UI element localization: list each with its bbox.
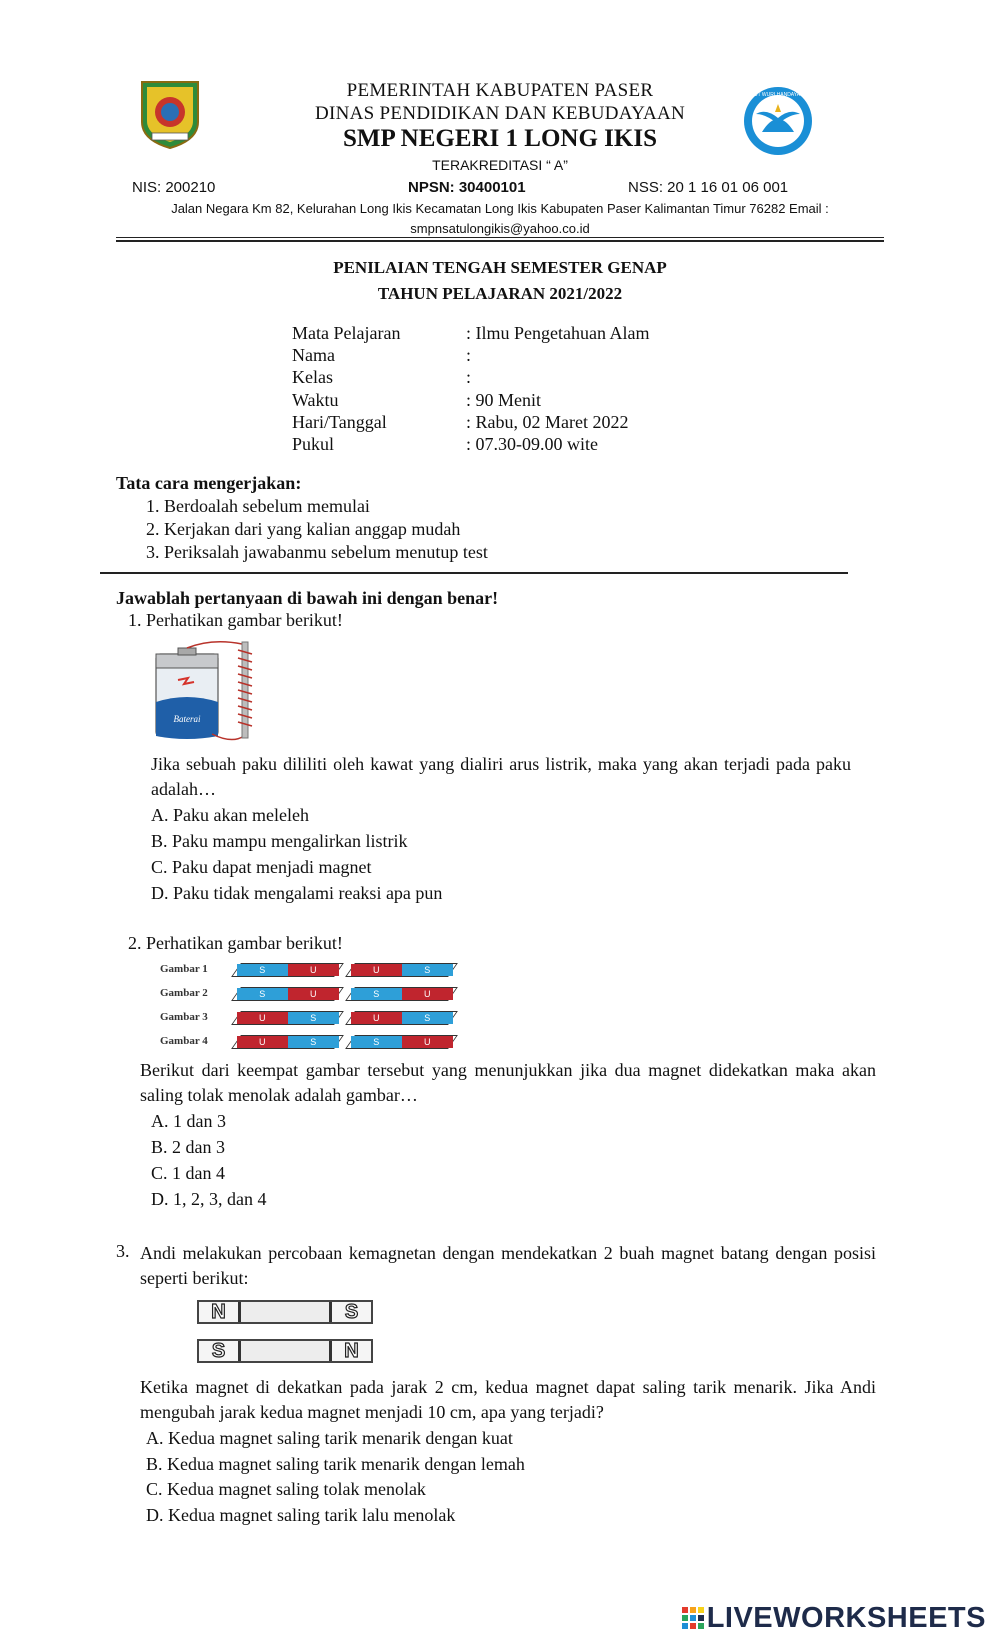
magnet-pole-n: N: [199, 1302, 241, 1322]
q2-figure-label: Gambar 3: [160, 1011, 208, 1023]
exam-title: PENILAIAN TENGAH SEMESTER GENAP: [333, 258, 667, 277]
magnet-pole: S: [402, 964, 453, 976]
q2-fig3-left-magnet: [231, 1011, 344, 1025]
magnet-pole-s: S: [329, 1302, 371, 1322]
magnet-pole: U: [237, 1036, 288, 1048]
magnet-pole: U: [288, 964, 339, 976]
q2-option-c[interactable]: C. 1 dan 4: [151, 1163, 225, 1183]
department-heading: DINAS PENDIDIKAN DAN KEBUDAYAAN: [314, 103, 686, 124]
q2-fig4-left-magnet: [231, 1035, 344, 1049]
liveworksheets-watermark: [681, 1602, 986, 1635]
q2-text: Berikut dari keempat gambar tersebut yang menunjukkan jika dua magnet didekatkan maka akan saling tolak menolak adalah gambar…: [140, 1060, 876, 1105]
q2-figure-label: Gambar 1: [160, 963, 208, 975]
liveworksheets-logo-icon: [681, 1606, 705, 1630]
magnet-pole: U: [288, 988, 339, 1000]
magnet-pole: U: [402, 1036, 453, 1048]
q2-fig1-left-magnet: [231, 963, 344, 977]
magnet-pole: U: [237, 1012, 288, 1024]
q1-option-b[interactable]: B. Paku mampu mengalirkan listrik: [151, 831, 408, 851]
q1-text: Jika sebuah paku dililiti oleh kawat yang dialiri arus listrik, maka yang akan terjadi pada paku adalah…: [151, 754, 851, 799]
meta-label: Mata Pelajaran: [292, 323, 401, 343]
svg-text:TUT WURI HANDAYANI: TUT WURI HANDAYANI: [750, 92, 806, 98]
magnet-pole: S: [351, 1036, 402, 1048]
q3-option-a[interactable]: A. Kedua magnet saling tarik menarik dengan kuat: [146, 1428, 513, 1448]
q2-figure-label: Gambar 4: [160, 1035, 208, 1047]
battery-label: Baterai: [173, 714, 201, 724]
q2-fig2-left-magnet: [231, 987, 344, 1001]
q2-fig1-right-magnet: [345, 963, 458, 977]
npsn: NPSN: 30400101: [408, 179, 526, 196]
q2-option-d[interactable]: D. 1, 2, 3, dan 4: [151, 1189, 267, 1209]
meta-label: Pukul: [292, 434, 335, 454]
instruction-item: 3. Periksalah jawabanmu sebelum menutup test: [146, 542, 488, 562]
header-rule-bottom: [116, 240, 884, 242]
magnet-pole: S: [351, 988, 402, 1000]
header-rule-top: [116, 237, 884, 238]
magnet-pole-n: N: [329, 1341, 371, 1361]
meta-label: Kelas: [292, 367, 333, 387]
meta-label: Waktu: [292, 390, 339, 410]
meta-value: :: [466, 345, 472, 365]
accreditation: TERAKREDITASI “ A”: [432, 157, 568, 173]
magnet-pole: U: [351, 1012, 402, 1024]
q3-magnet-bottom: [197, 1339, 373, 1363]
magnet-pole: S: [288, 1012, 339, 1024]
meta-value: : 90 Menit: [466, 390, 541, 410]
q2-prompt: 2. Perhatikan gambar berikut!: [128, 933, 343, 953]
q3-option-d[interactable]: D. Kedua magnet saling tarik lalu menolak: [146, 1505, 456, 1525]
q3-magnet-top: [197, 1300, 373, 1324]
q2-option-b[interactable]: B. 2 dan 3: [151, 1137, 225, 1157]
school-name: SMP NEGERI 1 LONG IKIS: [343, 125, 657, 152]
email: smpnsatulongikis@yahoo.co.id: [410, 221, 590, 236]
battery-with-nail-icon: [152, 640, 264, 744]
nis: NIS: 200210: [132, 179, 216, 196]
q1-option-c[interactable]: C. Paku dapat menjadi magnet: [151, 857, 372, 877]
q1-battery-figure: [152, 640, 264, 744]
q1-option-d[interactable]: D. Paku tidak mengalami reaksi apa pun: [151, 883, 443, 903]
instruction-item: 2. Kerjakan dari yang kalian anggap mudah: [146, 519, 461, 539]
magnet-pole: S: [237, 988, 288, 1000]
exam-year: TAHUN PELAJARAN 2021/2022: [377, 284, 623, 303]
meta-label: Hari/Tanggal: [292, 412, 387, 432]
nss: NSS: 20 1 16 01 06 001: [628, 179, 789, 196]
q3-option-b[interactable]: B. Kedua magnet saling tarik menarik dengan lemah: [146, 1454, 525, 1474]
magnet-pole-s: S: [199, 1341, 241, 1361]
questions-heading: Jawablah pertanyaan di bawah ini dengan benar!: [116, 588, 499, 608]
q3-text: Andi melakukan percobaan kemagnetan dengan mendekatkan 2 buah magnet batang dengan posisi seperti berikut:: [140, 1243, 876, 1288]
instructions-heading: Tata cara mengerjakan:: [116, 473, 302, 493]
magnet-pole: U: [402, 988, 453, 1000]
q1-prompt: 1. Perhatikan gambar berikut!: [128, 610, 343, 630]
meta-label: Nama: [292, 345, 335, 365]
meta-value: : Ilmu Pengetahuan Alam: [466, 323, 650, 343]
magnet-pole: U: [351, 964, 402, 976]
q2-fig3-right-magnet: [345, 1011, 458, 1025]
q2-fig4-right-magnet: [345, 1035, 458, 1049]
meta-value: :: [466, 367, 472, 387]
q2-fig2-right-magnet: [345, 987, 458, 1001]
meta-value: : Rabu, 02 Maret 2022: [466, 412, 629, 432]
q3-option-c[interactable]: C. Kedua magnet saling tolak menolak: [146, 1479, 426, 1499]
meta-value: : 07.30-09.00 wite: [466, 434, 598, 454]
government-heading: PEMERINTAH KABUPATEN PASER: [346, 80, 654, 101]
q2-figure-label: Gambar 2: [160, 987, 208, 999]
magnet-pole: S: [237, 964, 288, 976]
address: Jalan Negara Km 82, Kelurahan Long Ikis Kecamatan Long Ikis Kabupaten Paser Kalimantan Timur 76282 Email :: [171, 201, 829, 216]
section-divider: [100, 572, 848, 574]
q3-number: 3.: [116, 1241, 130, 1261]
q1-option-a[interactable]: A. Paku akan meleleh: [151, 805, 309, 825]
instruction-item: 1. Berdoalah sebelum memulai: [146, 496, 370, 516]
q3-text-2: Ketika magnet di dekatkan pada jarak 2 cm, kedua magnet dapat saling tarik menarik. Jika Andi mengubah jarak kedua magnet menjadi 10 cm, apa yang terjadi?: [140, 1377, 876, 1422]
watermark-text: LIVEWORKSHEETS: [706, 1602, 986, 1634]
q2-option-a[interactable]: A. 1 dan 3: [151, 1111, 226, 1131]
magnet-pole: S: [288, 1036, 339, 1048]
magnet-pole: S: [402, 1012, 453, 1024]
